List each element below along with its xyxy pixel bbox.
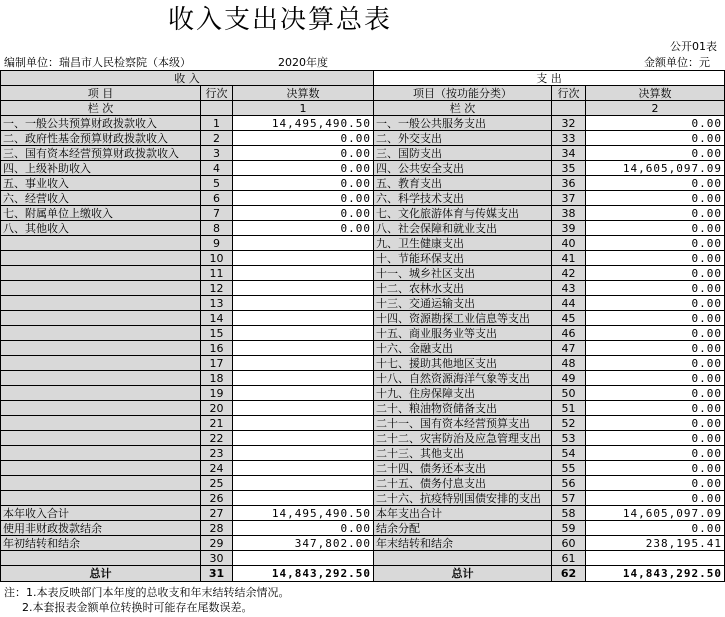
expense-line-number: 40 [552, 236, 586, 251]
income-item-label: 二、政府性基金预算财政拨款收入 [1, 131, 201, 146]
table-row [1, 416, 725, 431]
expense-line-number: 48 [552, 356, 586, 371]
income-line-number: 3 [201, 146, 233, 161]
expense-line-number: 34 [552, 146, 586, 161]
income-line-number: 24 [201, 461, 233, 476]
expense-amount: 0.00 [586, 401, 725, 416]
income-item-label [1, 236, 201, 251]
table-header-row [1, 101, 725, 116]
income-amount: 0.00 [233, 161, 374, 176]
income-amount [233, 371, 374, 386]
expense-item-label: 十三、交通运输支出 [374, 296, 552, 311]
table-row [1, 551, 725, 566]
expense-line-number: 49 [552, 371, 586, 386]
expense-line-number: 44 [552, 296, 586, 311]
expense-line-number: 60 [552, 536, 586, 551]
expense-column-label: 栏 次 [374, 101, 552, 116]
expense-line-number: 37 [552, 191, 586, 206]
expense-amount: 0.00 [586, 521, 725, 536]
income-item-label [1, 431, 201, 446]
expense-amount: 0.00 [586, 131, 725, 146]
income-line-header: 行次 [201, 86, 233, 101]
expense-amount: 0.00 [586, 266, 725, 281]
income-line-number: 22 [201, 431, 233, 446]
expense-amount: 0.00 [586, 281, 725, 296]
footnote: 2.本套报表金额单位转换时可能存在尾数误差。 [22, 601, 253, 614]
table-row [1, 491, 725, 506]
income-item-label [1, 251, 201, 266]
income-item-label [1, 356, 201, 371]
income-line-number: 11 [201, 266, 233, 281]
table-row [1, 446, 725, 461]
expense-item-label: 九、卫生健康支出 [374, 236, 552, 251]
income-item-label [1, 281, 201, 296]
income-item-label [1, 341, 201, 356]
income-amount [233, 296, 374, 311]
income-item-label: 使用非财政拨款结余 [1, 521, 201, 536]
expense-amount: 0.00 [586, 341, 725, 356]
expense-amount: 14,605,097.09 [586, 506, 725, 521]
income-item-label: 七、附属单位上缴收入 [1, 206, 201, 221]
table-row [1, 311, 725, 326]
expense-total-value: 14,843,292.50 [586, 566, 725, 582]
table-row [1, 401, 725, 416]
expense-amount: 0.00 [586, 311, 725, 326]
expense-item-label: 十六、金融支出 [374, 341, 552, 356]
expense-item-label: 十七、援助其他地区支出 [374, 356, 552, 371]
income-amount [233, 386, 374, 401]
expense-item-label: 十二、农林水支出 [374, 281, 552, 296]
expense-amount: 238,195.41 [586, 536, 725, 551]
income-amount [233, 311, 374, 326]
expense-item-label: 二十六、抗疫特别国债安排的支出 [374, 491, 552, 506]
income-amount: 0.00 [233, 521, 374, 536]
expense-item-label: 二十三、其他支出 [374, 446, 552, 461]
income-section-header: 收 入 [1, 71, 374, 86]
expense-line-number: 38 [552, 206, 586, 221]
income-item-label [1, 296, 201, 311]
expense-item-label: 五、教育支出 [374, 176, 552, 191]
income-item-label: 六、经营收入 [1, 191, 201, 206]
income-item-label [1, 461, 201, 476]
expense-amount: 0.00 [586, 146, 725, 161]
income-amount: 0.00 [233, 176, 374, 191]
income-amount [233, 281, 374, 296]
expense-line-number: 56 [552, 476, 586, 491]
table-row [1, 281, 725, 296]
expense-item-label: 二十四、债务还本支出 [374, 461, 552, 476]
table-row [1, 326, 725, 341]
income-line-number: 27 [201, 506, 233, 521]
income-amount [233, 446, 374, 461]
income-line-number: 30 [201, 551, 233, 566]
income-item-label [1, 311, 201, 326]
expense-amount: 0.00 [586, 251, 725, 266]
expense-line-number: 33 [552, 131, 586, 146]
expense-item-label: 十九、住房保障支出 [374, 386, 552, 401]
expense-item-label [374, 551, 552, 566]
report-title: 收入支出决算总表 [167, 5, 392, 35]
expense-amount: 14,605,097.09 [586, 161, 725, 176]
total-row [1, 566, 725, 582]
income-expense-table [0, 70, 725, 582]
expense-line-number: 53 [552, 431, 586, 446]
income-amount [233, 356, 374, 371]
income-column-number: 1 [233, 101, 374, 116]
income-amount [233, 341, 374, 356]
income-amount: 0.00 [233, 131, 374, 146]
expense-amount: 0.00 [586, 386, 725, 401]
expense-amount: 0.00 [586, 356, 725, 371]
expense-amount: 0.00 [586, 296, 725, 311]
expense-amount [586, 551, 725, 566]
income-line-number: 21 [201, 416, 233, 431]
footnotes [4, 585, 290, 615]
expense-amount: 0.00 [586, 446, 725, 461]
income-item-header: 项 目 [1, 86, 201, 101]
expense-item-label: 十一、城乡社区支出 [374, 266, 552, 281]
income-line-number: 28 [201, 521, 233, 536]
income-item-label [1, 551, 201, 566]
income-total-value: 14,843,292.50 [233, 566, 374, 582]
income-line-number: 10 [201, 251, 233, 266]
income-line-number: 26 [201, 491, 233, 506]
table-row [1, 266, 725, 281]
expense-item-label: 二十五、债务付息支出 [374, 476, 552, 491]
income-amount [233, 551, 374, 566]
expense-amount: 0.00 [586, 416, 725, 431]
income-item-label: 本年收入合计 [1, 506, 201, 521]
income-item-label [1, 416, 201, 431]
income-item-label [1, 491, 201, 506]
expense-line-number: 54 [552, 446, 586, 461]
income-amount [233, 401, 374, 416]
income-item-label: 年初结转和结余 [1, 536, 201, 551]
table-row [1, 221, 725, 236]
expense-line-number: 46 [552, 326, 586, 341]
table-row [1, 296, 725, 311]
expense-item-label: 十、节能环保支出 [374, 251, 552, 266]
expense-line-number: 35 [552, 161, 586, 176]
income-line-number: 18 [201, 371, 233, 386]
form-code: 公开01表 [670, 40, 717, 53]
table-row [1, 146, 725, 161]
income-line-number: 20 [201, 401, 233, 416]
table-row [1, 476, 725, 491]
expense-amount: 0.00 [586, 206, 725, 221]
expense-item-label: 三、国防支出 [374, 146, 552, 161]
expense-item-label: 二十、粮油物资储备支出 [374, 401, 552, 416]
income-line-number: 12 [201, 281, 233, 296]
income-item-label [1, 446, 201, 461]
expense-amount-header: 决算数 [586, 86, 725, 101]
expense-amount: 0.00 [586, 191, 725, 206]
expense-line-number: 57 [552, 491, 586, 506]
report-year: 2020年度 [278, 56, 328, 69]
table-row [1, 176, 725, 191]
expense-section-header: 支 出 [374, 71, 725, 86]
income-amount [233, 461, 374, 476]
income-amount [233, 491, 374, 506]
table-row [1, 461, 725, 476]
expense-amount: 0.00 [586, 326, 725, 341]
income-line-number: 29 [201, 536, 233, 551]
income-amount [233, 416, 374, 431]
compiling-unit: 编制单位：瑞昌市人民检察院（本级） [4, 56, 191, 69]
expense-line-number: 32 [552, 116, 586, 131]
expense-line-number: 47 [552, 341, 586, 356]
table-header-row [1, 86, 725, 101]
income-line-number: 8 [201, 221, 233, 236]
expense-total-label: 总计 [374, 566, 552, 582]
expense-item-header: 项目（按功能分类） [374, 86, 552, 101]
income-amount [233, 266, 374, 281]
income-line-number: 4 [201, 161, 233, 176]
income-line-number: 25 [201, 476, 233, 491]
footnote: 注：1.本表反映部门本年度的总收支和年末结转结余情况。 [4, 586, 290, 599]
income-item-label: 八、其他收入 [1, 221, 201, 236]
income-amount [233, 251, 374, 266]
income-amount: 0.00 [233, 206, 374, 221]
expense-line-number: 58 [552, 506, 586, 521]
income-line-number: 23 [201, 446, 233, 461]
expense-item-label: 结余分配 [374, 521, 552, 536]
income-item-label: 四、上级补助收入 [1, 161, 201, 176]
currency-unit: 金额单位：元 [644, 56, 710, 69]
table-row [1, 356, 725, 371]
income-line-number: 14 [201, 311, 233, 326]
expense-item-label: 年末结转和结余 [374, 536, 552, 551]
expense-item-label: 十四、资源勘探工业信息等支出 [374, 311, 552, 326]
expense-item-label: 十五、商业服务业等支出 [374, 326, 552, 341]
income-total-label: 总计 [1, 566, 201, 582]
income-amount [233, 236, 374, 251]
table-row [1, 191, 725, 206]
income-line-number: 17 [201, 356, 233, 371]
expense-line-number: 52 [552, 416, 586, 431]
income-amount: 0.00 [233, 221, 374, 236]
income-item-label [1, 476, 201, 491]
income-line-number: 7 [201, 206, 233, 221]
table-row [1, 536, 725, 551]
expense-item-label: 本年支出合计 [374, 506, 552, 521]
expense-line-number: 50 [552, 386, 586, 401]
income-line-number: 1 [201, 116, 233, 131]
table-row [1, 386, 725, 401]
income-amount: 0.00 [233, 146, 374, 161]
table-row [1, 431, 725, 446]
table-row [1, 341, 725, 356]
income-line-number: 15 [201, 326, 233, 341]
table-row [1, 116, 725, 131]
expense-line-number: 61 [552, 551, 586, 566]
income-item-label: 三、国有资本经营预算财政拨款收入 [1, 146, 201, 161]
income-item-label [1, 266, 201, 281]
income-line-number: 13 [201, 296, 233, 311]
expense-amount: 0.00 [586, 236, 725, 251]
expense-amount: 0.00 [586, 431, 725, 446]
income-amount [233, 326, 374, 341]
table-row [1, 131, 725, 146]
expense-line-number: 39 [552, 221, 586, 236]
income-item-label [1, 371, 201, 386]
expense-line-number: 45 [552, 311, 586, 326]
expense-amount: 0.00 [586, 176, 725, 191]
expense-line-number: 41 [552, 251, 586, 266]
expense-column-number: 2 [586, 101, 725, 116]
table-row [1, 506, 725, 521]
expense-line-number: 43 [552, 281, 586, 296]
expense-line-header: 行次 [552, 86, 586, 101]
income-amount: 347,802.00 [233, 536, 374, 551]
expense-amount: 0.00 [586, 116, 725, 131]
income-line-number: 9 [201, 236, 233, 251]
expense-amount: 0.00 [586, 371, 725, 386]
income-amount [233, 476, 374, 491]
expense-line-number: 55 [552, 461, 586, 476]
income-amount [233, 431, 374, 446]
income-line-number: 5 [201, 176, 233, 191]
expense-amount: 0.00 [586, 461, 725, 476]
table-row [1, 206, 725, 221]
income-line-number: 19 [201, 386, 233, 401]
expense-item-label: 二十一、国有资本经营预算支出 [374, 416, 552, 431]
table-row [1, 251, 725, 266]
income-column-label: 栏 次 [1, 101, 201, 116]
expense-item-label: 一、一般公共服务支出 [374, 116, 552, 131]
expense-item-label: 七、文化旅游体育与传媒支出 [374, 206, 552, 221]
income-line-number: 16 [201, 341, 233, 356]
income-item-label [1, 386, 201, 401]
expense-amount: 0.00 [586, 491, 725, 506]
income-amount: 14,495,490.50 [233, 506, 374, 521]
income-line-number: 6 [201, 191, 233, 206]
expense-item-label: 二、外交支出 [374, 131, 552, 146]
table-row [1, 161, 725, 176]
income-amount: 0.00 [233, 191, 374, 206]
expense-line-number: 42 [552, 266, 586, 281]
expense-amount: 0.00 [586, 221, 725, 236]
income-amount: 14,495,490.50 [233, 116, 374, 131]
table-row [1, 236, 725, 251]
income-total-line: 31 [201, 566, 233, 582]
expense-item-label: 八、社会保障和就业支出 [374, 221, 552, 236]
income-item-label [1, 401, 201, 416]
income-item-label: 一、一般公共预算财政拨款收入 [1, 116, 201, 131]
table-header-row [1, 71, 725, 86]
expense-line-number: 51 [552, 401, 586, 416]
income-item-label: 五、事业收入 [1, 176, 201, 191]
income-item-label [1, 326, 201, 341]
table-row [1, 521, 725, 536]
expense-item-label: 六、科学技术支出 [374, 191, 552, 206]
expense-line-number: 59 [552, 521, 586, 536]
expense-item-label: 二十二、灾害防治及应急管理支出 [374, 431, 552, 446]
income-amount-header: 决算数 [233, 86, 374, 101]
expense-total-line: 62 [552, 566, 586, 582]
expense-amount: 0.00 [586, 476, 725, 491]
expense-item-label: 四、公共安全支出 [374, 161, 552, 176]
income-line-number: 2 [201, 131, 233, 146]
table-row [1, 371, 725, 386]
expense-line-number: 36 [552, 176, 586, 191]
expense-item-label: 十八、自然资源海洋气象等支出 [374, 371, 552, 386]
